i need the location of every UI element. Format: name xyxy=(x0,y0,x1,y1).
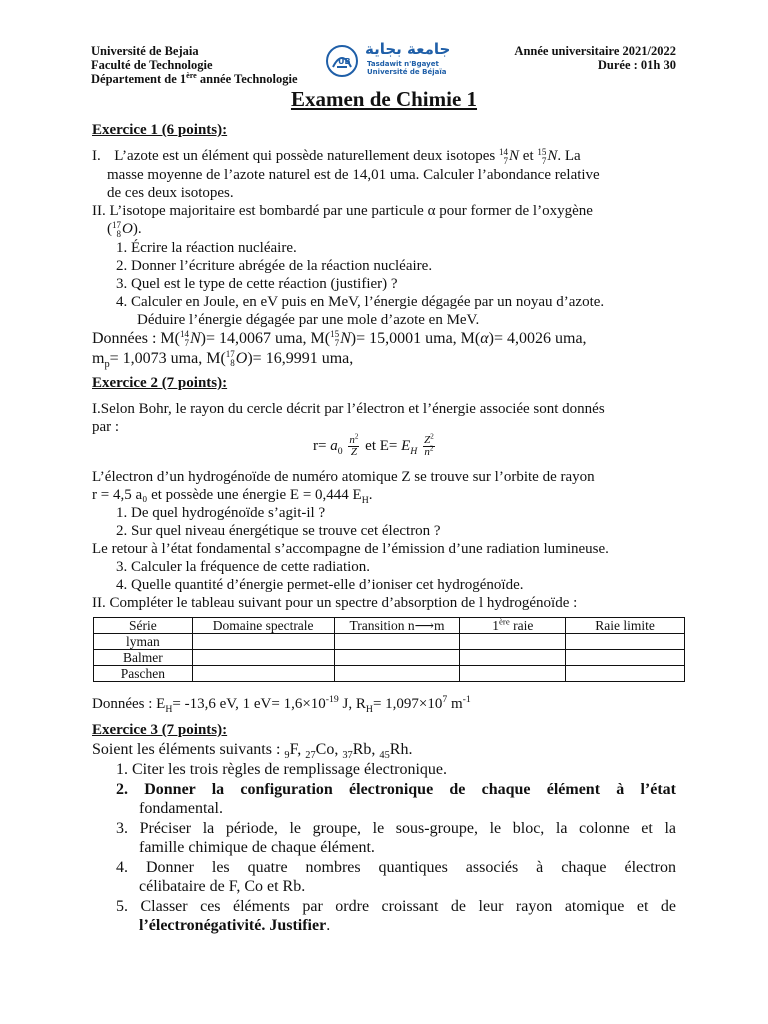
table-cell-serie: Paschen xyxy=(94,666,193,682)
ex2-question-2: 2. Sur quel niveau énergétique se trouve cet électron ? xyxy=(116,523,441,539)
table-row xyxy=(94,650,685,666)
table-header-row xyxy=(94,618,685,634)
ex1-item-2: 2. Donner l’écriture abrégée de la réaction nucléaire. xyxy=(116,258,433,274)
table-header-premiere-raie: 1ère raie xyxy=(460,618,566,634)
table-cell-serie: Balmer xyxy=(94,650,193,666)
table-header-raie-limite: Raie limite xyxy=(566,618,685,634)
ex3-question-3-line1: 3. Préciser la période, le groupe, le sous-groupe, le bloc, la colonne et la xyxy=(116,820,676,837)
ex2-line2: par : xyxy=(92,419,120,435)
academic-year: Année universitaire 2021/2022 xyxy=(514,44,676,58)
table-row xyxy=(94,634,685,650)
exercise-1-heading: Exercice 1 (6 points): xyxy=(92,122,228,138)
spectrum-table xyxy=(93,617,685,682)
table-cell[interactable] xyxy=(566,666,685,682)
ex2-question-3: 3. Calculer la fréquence de cette radiation. xyxy=(116,559,371,575)
faculty-name: Faculté de Technologie xyxy=(91,58,213,72)
table-cell[interactable] xyxy=(334,666,460,682)
ex2-donnees: Données : $E_H= -13,6$ eV, 1 $eV= 1,6\times 10^{-19}$ J, $R_H= 1,097\times 10^7$ $m^{-1}$ xyxy=(92,694,471,715)
ex1-item-4: 4. Calculer en Joule, en eV puis en MeV, l’énergie dégagée par un noyau d’azote. xyxy=(116,294,605,310)
ex3-question-5-line2: l’électronégativité. Justifier. xyxy=(139,917,331,934)
table-cell[interactable] xyxy=(460,634,566,650)
table-cell[interactable] xyxy=(192,650,334,666)
ex2-part2-line: II. Compléter le tableau suivant pour un spectre d’absorption de l hydrogénoïde : xyxy=(92,595,578,611)
ex2-question-1: 1. De quel hydrogénoïde s’agit-il ? xyxy=(116,505,326,521)
ex3-question-2-line1: 2. Donner la configuration électronique de chaque élément à l’état xyxy=(116,781,676,798)
table-header-domaine: Domaine spectrale xyxy=(192,618,334,634)
ex3-question-4-line2: célibataire de F, Co et Rb. xyxy=(139,878,306,895)
svg-text:UB: UB xyxy=(338,57,351,66)
table-cell[interactable] xyxy=(192,666,334,682)
logo-berber-text: Tasdawit n'Bgayet xyxy=(367,60,439,68)
university-logo xyxy=(325,40,473,79)
page-title: Examen de Chimie 1 xyxy=(290,87,478,111)
ex1-part2-line1: II. L’isotope majoritaire est bombardé par une particule α pour former de l’oxygène xyxy=(92,203,593,219)
ex1-donnees-line2: $m_p= 1,0073$ uma, M( 17 8 O)= 16,9991 uma, xyxy=(92,349,354,371)
ex1-part1-line2: masse moyenne de l’azote naturel est de 14,01 uma. Calculer l’abondance relative xyxy=(107,167,600,183)
ex1-item-1: 1. Écrire la réaction nucléaire. xyxy=(116,240,297,256)
isotope-o17: 17 8 xyxy=(112,219,121,239)
university-name: Université de Bejaia xyxy=(91,44,199,58)
ex3-question-1: 1. Citer les trois règles de remplissage électronique. xyxy=(116,761,448,778)
table-row xyxy=(94,666,685,682)
isotope-n15: 15 7 xyxy=(537,146,547,166)
ex2-question-4: 4. Quelle quantité d’énergie permet-elle d’ioniser cet hydrogénoïde. xyxy=(116,577,524,593)
ex2-line5: Le retour à l’état fondamental s’accompagne de l’émission d’une radiation lumineuse. xyxy=(92,541,609,557)
header-left xyxy=(91,44,298,86)
ex1-part1-line3: de ces deux isotopes. xyxy=(107,185,234,201)
ex2-line4: r = 4,5 a₀ et possède une énergie E = 0,444 $E_H$. xyxy=(92,487,373,506)
ex2-line3: L’électron d’un hydrogénoïde de numéro atomique Z se trouve sur l’orbite de rayon xyxy=(92,469,595,485)
table-cell[interactable] xyxy=(334,650,460,666)
exam-duration: Durée : 01h 30 xyxy=(597,58,676,72)
header-right xyxy=(514,44,676,72)
table-cell[interactable] xyxy=(460,650,566,666)
ex1-item-3: 3. Quel est le type de cette réaction (justifier) ? xyxy=(116,276,398,292)
ex1-donnees-line1: Données : M( 14 7 N)= 14,0067 uma, M( 15 7 N)= 15,0001 uma, M(α)= 4,0026 uma, xyxy=(92,329,587,349)
logo-arabic-text: جامعة بجاية xyxy=(365,40,451,58)
table-header-serie: Série xyxy=(94,618,193,634)
ex3-question-5-line1: 5. Classer ces éléments par ordre croissant de leur rayon atomique et de xyxy=(116,898,676,915)
exercise-2-heading: Exercice 2 (7 points): xyxy=(92,375,228,391)
ex1-part2-line2: ( 17 8 O). xyxy=(107,219,142,239)
table-cell[interactable] xyxy=(334,634,460,650)
table-cell[interactable] xyxy=(566,634,685,650)
ex3-intro: Soient les éléments suivants : $_9$F, $_{27}$Co, $_{37}$Rb, $_{45}$Rh. xyxy=(92,741,413,762)
table-header-transition: Transition n⟶m xyxy=(334,618,460,634)
ex3-question-3-line2: famille chimique de chaque élément. xyxy=(139,839,375,856)
bohr-formula: $r= a_0$ $\frac{n^2}{Z}$ et $E= E_H$ $\frac{Z^2}{n^2}$ xyxy=(313,432,434,458)
ex1-part1-line1: I. L’azote est un élément qui possède naturellement deux isotopes 14 7 N et 15 7 N. La xyxy=(92,146,581,166)
ex3-question-2-line2: fondamental. xyxy=(139,800,223,817)
ex1-item-4-continuation: Déduire l’énergie dégagée par une mole d’azote en MeV. xyxy=(137,312,480,328)
table-cell[interactable] xyxy=(192,634,334,650)
department-name: Département de 1ère année Technologie xyxy=(91,70,298,86)
exercise-3-heading: Exercice 3 (7 points): xyxy=(92,722,228,738)
table-cell[interactable] xyxy=(566,650,685,666)
ex3-question-4-line1: 4. Donner les quatre nombres quantiques associés à chaque électron xyxy=(116,859,676,876)
table-cell-serie: lyman xyxy=(94,634,193,650)
ex2-line1: I.Selon Bohr, le rayon du cercle décrit par l’électron et l’énergie associée sont donnés xyxy=(92,401,605,417)
logo-french-text: Université de Béjaïa xyxy=(367,68,447,76)
isotope-n14: 14 7 xyxy=(499,146,509,166)
table-cell[interactable] xyxy=(460,666,566,682)
